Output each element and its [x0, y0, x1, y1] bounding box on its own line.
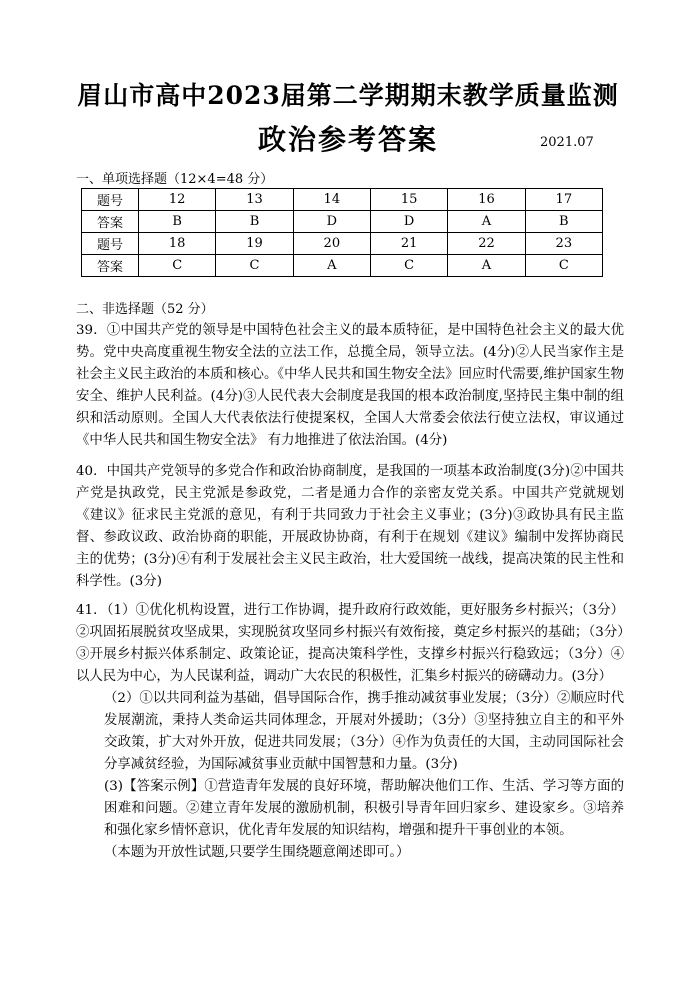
table-cell: 14: [293, 189, 370, 211]
table-cell: 21: [370, 233, 447, 255]
table-cell: B: [216, 211, 293, 233]
section2-heading: 二、非选择题（52 分）: [76, 302, 214, 317]
table-cell: B: [139, 211, 216, 233]
question-40-answer: 中国共产党领导的多党合作和政治协商制度，是我国的一项基本政治制度(3分)②中国共产党是执政党，民主党派是参政党，二者是通力合作的亲密友党关系。中国共产党就规划《建议》征求民主党派的意见，有利于共同致力于社会主义事业；(3分)③政协具有民主监督、参政议政、政治协商的职能，开展政协协商，有利于在规划《建议》编制中发挥协商民主的优势；(3分)④有利于发展社会主义民主政治，壮大爱国统一战线，提高决策的民主性和科学性。(3分): [76, 464, 624, 589]
question-number: 39．: [76, 323, 107, 338]
page-title: 眉山市高中2023届第二学期期末教学质量监测: [77, 81, 619, 110]
table-cell: 20: [293, 233, 370, 255]
answer-table-row: [82, 255, 603, 277]
table-cell: 19: [216, 233, 293, 255]
page-subtitle: 政治参考答案: [257, 123, 438, 156]
table-cell: 22: [448, 233, 525, 255]
answer-table-row: [82, 211, 603, 233]
table-cell: A: [293, 255, 370, 277]
table-cell: C: [525, 255, 602, 277]
table-cell: D: [293, 211, 370, 233]
table-cell: A: [448, 211, 525, 233]
answer-table: [81, 188, 603, 277]
table-cell: 16: [448, 189, 525, 211]
question-number: 41．: [76, 603, 107, 618]
question-number: 40．: [76, 464, 107, 479]
table-cell: 15: [370, 189, 447, 211]
table-cell: C: [139, 255, 216, 277]
answer-table-row: [82, 189, 603, 211]
question-39-answer: ①中国共产党的领导是中国特色社会主义的最本质特征，是中国特色社会主义的最大优势。党中央高度重视生物安全法的立法工作，总揽全局，领导立法。(4分)②人民当家作主是社会主义民主政治的本质和核心。《中华人民共和国生物安全法》回应时代需要,维护国家生物安全、维护人民利益。(4分)③人民代表大会制度是我国的根本政治制度,坚持民主集中制的组织和活动原则。全国人大代表依法行使提案权，全国人大常委会依法行使立法权，审议通过《中华人民共和国生物安全法》 有力地推进了依法治国。(4分): [76, 323, 625, 448]
question-39: [76, 320, 624, 452]
table-cell: 17: [525, 189, 602, 211]
row-label: 答案: [82, 255, 139, 277]
row-label: 答案: [82, 211, 139, 233]
table-cell: B: [525, 211, 602, 233]
question-41-part1: （1）①优化机构设置，进行工作协调，提升政府行政效能，更好服务乡村振兴；（3分）②巩固拓展脱贫攻坚成果，实现脱贫攻坚同乡村振兴有效衔接，奠定乡村振兴的基础；（3分）③开展乡村振兴体系制定、政策论证，提高决策科学性，支撑乡村振兴行稳致远；（3分）④以人民为中心，为人民谋利益，调动广大农民的积极性，汇集乡村振兴的磅礴动力。(3分）: [76, 603, 624, 684]
answer-table-row: [82, 233, 603, 255]
table-cell: 23: [525, 233, 602, 255]
question-41-part3: (3)【答案示例】①营造青年发展的良好环境，帮助解决他们工作、生活、学习等方面的困难和问题。②建立青年发展的激励机制，积极引导青年回归家乡、建设家乡。③培养和强化家乡情怀意识，优化青年发展的知识结构，增强和提升干事创业的本领。: [104, 779, 624, 838]
table-cell: C: [216, 255, 293, 277]
table-cell: A: [448, 255, 525, 277]
question-41-note: （本题为开放性试题,只要学生围绕题意阐述即可。）: [104, 845, 410, 860]
table-cell: D: [370, 211, 447, 233]
exam-date: 2021.07: [540, 135, 594, 150]
question-40: [76, 461, 624, 593]
table-cell: 12: [139, 189, 216, 211]
section1-heading: 一、单项选择题（12×4=48 分）: [76, 172, 274, 187]
row-label: 题号: [82, 233, 139, 255]
table-cell: C: [370, 255, 447, 277]
row-label: 题号: [82, 189, 139, 211]
question-41-part2: （2）①以共同利益为基础，倡导国际合作，携手推动减贫事业发展；（3分）②顺应时代发展潮流，秉持人类命运共同体理念，开展对外援助；（3分）③坚持独立自主的和平外交政策，扩大对外开放，促进共同发展；（3分）④作为负责任的大国，主动同国际社会分享减贫经验，为国际减贫事业贡献中国智慧和力量。(3分): [104, 691, 624, 772]
table-cell: 18: [139, 233, 216, 255]
question-41: [76, 600, 624, 864]
table-cell: 13: [216, 189, 293, 211]
